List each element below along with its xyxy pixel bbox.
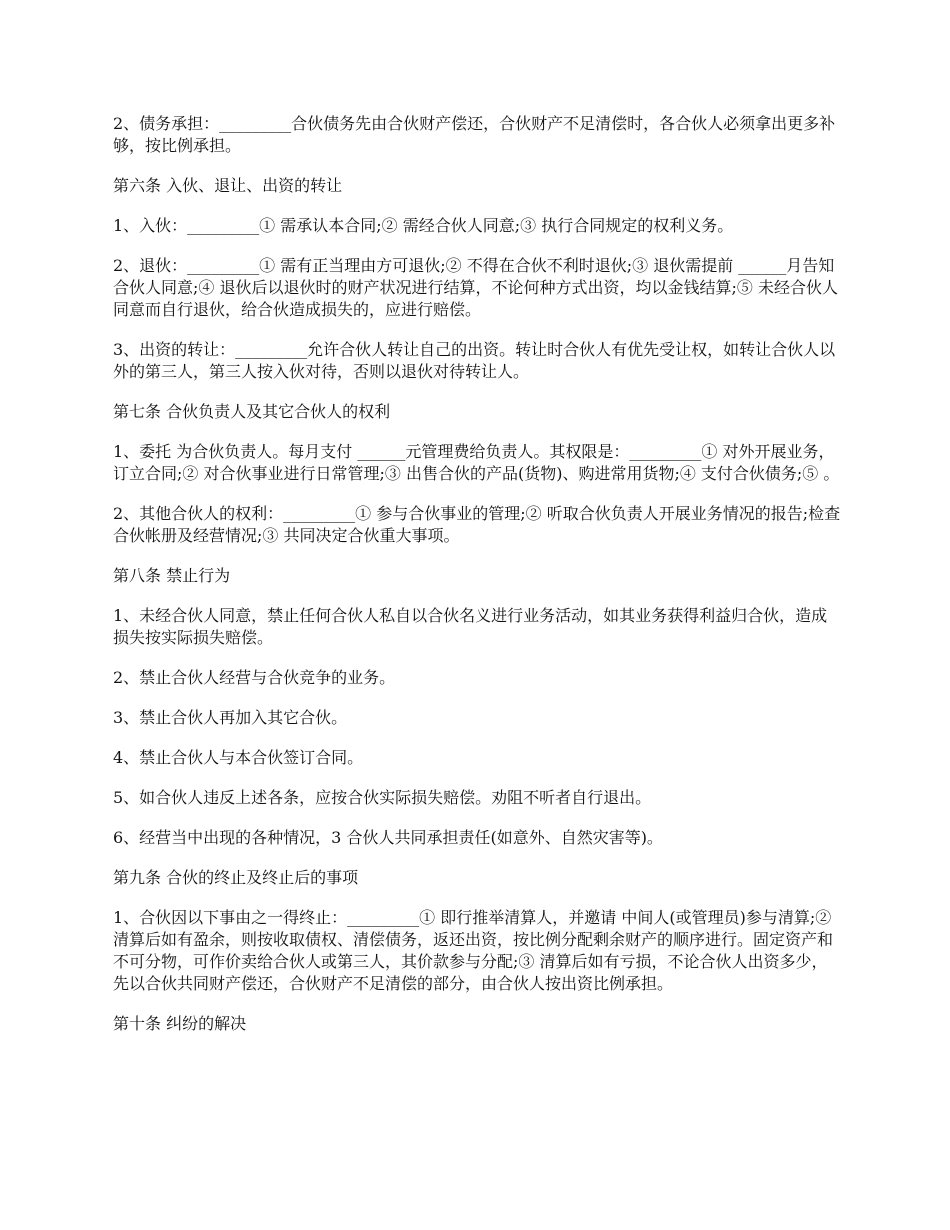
clause-termination: 1、合伙因以下事由之一得终止：_________① 即行推举清算人，并邀请 中间人(或管理员)参与清算;② 清算后如有盈余，则按收取债权、清偿债务，返还出资，按比例分配剩余财产的顺序进行。固定资产和不可分物，可作价卖给合伙人或第三人，其价款参与分配;③ 清算后如有亏损，不论合伙人出资多少，先以合伙共同财产偿还，合伙财产不足清偿的部分，由合伙人按出资比例承担。 xyxy=(113,908,837,993)
clause-prohibition-5: 5、如合伙人违反上述各条，应按合伙实际损失赔偿。劝阻不听者自行退出。 xyxy=(113,788,652,807)
clause-manager-entrustment: 1、委托 为合伙负责人。每月支付 ______元管理费给负责人。其权限是：_________① 对外开展业务，订立合同;② 对合伙事业进行日常管理;③ 出售合伙的产品(货物)、购进常用货物;④ 支付合伙债务;⑤ 。 xyxy=(113,442,840,483)
article-10-heading: 第十条 纠纷的解决 xyxy=(113,1014,247,1033)
clause-prohibition-3: 3、禁止合伙人再加入其它合伙。 xyxy=(113,708,348,727)
article-6-heading: 第六条 入伙、退让、出资的转让 xyxy=(113,176,343,195)
article-9-heading: 第九条 合伙的终止及终止后的事项 xyxy=(113,868,359,887)
clause-other-partner-rights: 2、其他合伙人的权利：_________① 参与合伙事业的管理;② 听取合伙负责人开展业务情况的报告;检查合伙帐册及经营情况;③ 共同决定合伙重大事项。 xyxy=(113,504,841,545)
clause-capital-transfer: 3、出资的转让：_________允许合伙人转让自己的出资。转让时合伙人有优先受让权，如转让合伙人以外的第三人，第三人按入伙对待，否则以退伙对待转让人。 xyxy=(113,340,836,381)
clause-prohibition-1: 1、未经合伙人同意，禁止任何合伙人私自以合伙名义进行业务活动，如其业务获得利益归合伙，造成损失按实际损失赔偿。 xyxy=(113,606,828,647)
clause-withdrawal: 2、退伙：_________① 需有正当理由方可退伙;② 不得在合伙不利时退伙;③ 退伙需提前 ______月告知合伙人同意;④ 退伙后以退伙时的财产状况进行结算，不论何种方式出资，均以金钱结算;⑤ 未经合伙人同意而自行退伙，给合伙造成损失的，应进行赔偿。 xyxy=(113,256,838,319)
clause-debt-liability: 2、债务承担：_________合伙债务先由合伙财产偿还，合伙财产不足清偿时，各合伙人必须拿出更多补够，按比例承担。 xyxy=(113,114,836,155)
document-page xyxy=(113,113,841,1053)
article-7-heading: 第七条 合伙负责人及其它合伙人的权利 xyxy=(113,402,391,421)
clause-prohibition-2: 2、禁止合伙人经营与合伙竞争的业务。 xyxy=(113,668,396,687)
article-8-heading: 第八条 禁止行为 xyxy=(113,566,231,585)
clause-prohibition-6: 6、经营当中出现的各种情况，3 合伙人共同承担责任(如意外、自然灾害等)。 xyxy=(113,828,663,847)
clause-joining: 1、入伙：_________① 需承认本合同;② 需经合伙人同意;③ 执行合同规定的权利义务。 xyxy=(113,216,734,235)
clause-prohibition-4: 4、禁止合伙人与本合伙签订合同。 xyxy=(113,748,364,767)
